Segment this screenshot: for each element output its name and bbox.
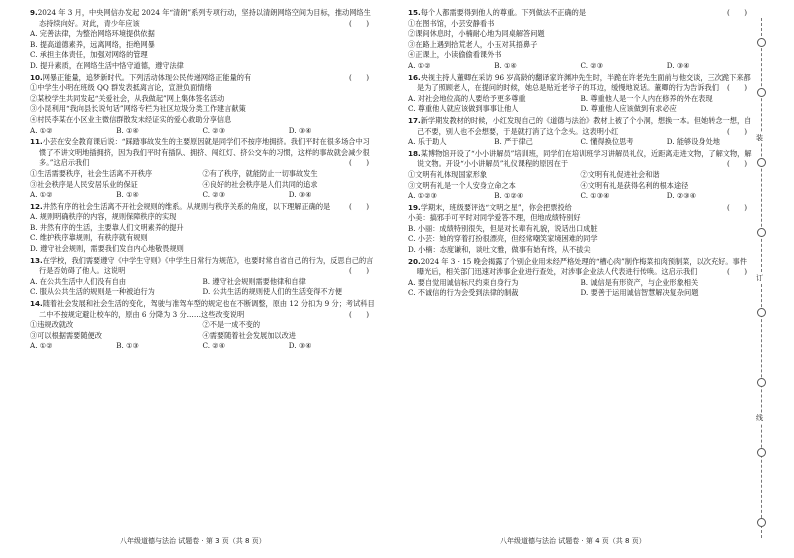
option-item: C. 不诚信的行为会受到法律的制裁 xyxy=(408,288,519,298)
question-stem xyxy=(30,202,375,213)
option-list xyxy=(408,213,753,255)
question-number: 12. xyxy=(30,201,43,211)
answer-parenthesis[interactable]: ( ) xyxy=(349,158,369,168)
option-item: ③文明有礼是一个人安身立命之本 xyxy=(408,180,516,190)
question-14 xyxy=(30,299,375,352)
answer-parenthesis[interactable]: ( ) xyxy=(727,126,747,136)
question-text: 小芸在安全教育课后说：“踩踏事故发生的主要原因就是同学们不按序地拥挤。我们平时在很多场合中习惯了不讲文明地插拥挤，因为我们平时有插队、拥挤、闯红灯、挤公交车的习惯，这样的事故就会减少很多。”这启示我们 xyxy=(39,137,370,168)
question-13 xyxy=(30,256,375,298)
question-12 xyxy=(30,202,375,255)
answer-choice[interactable]: D. ③④ xyxy=(288,190,312,200)
option-item: 小美：搞邪手可平时对同学爱答不理，但地成绩特别好 xyxy=(408,213,581,223)
option-item: ④文明有礼是获得名利的根本途径 xyxy=(580,180,689,190)
answer-choice[interactable]: B. ①③ xyxy=(116,341,139,351)
option-list xyxy=(30,212,375,254)
question-text: 央视主持人董卿在采访 96 岁高龄的翻译家许渊冲先生时，半跪在许老先生面前与他交谈，三次跪下来都是为了照顾老人，在提问的时候，她总是贴近老爷子的耳边，缓慢地说话。董卿的行为告诉我们 xyxy=(417,72,751,93)
answer-choices xyxy=(408,137,753,148)
option-item: ③小昆利用“我向县长说句话”网络专栏为社区垃圾分类工作建言献策 xyxy=(30,104,246,114)
question-number: 14. xyxy=(30,299,43,309)
question-text: 新学期发教材的时候，小红发现自己的《道德与法治》教材上被了个小洞，想换一本。但她转念一想，自己不要，别人也不会想要，于是就打消了这个念头。这表明小红 xyxy=(417,115,752,136)
option-list xyxy=(408,278,753,299)
answer-choice[interactable]: C. ②③ xyxy=(580,60,604,70)
binding-hole-icon xyxy=(757,88,766,97)
option-item: B. 遵守社会规则需要他律和自律 xyxy=(202,276,306,286)
answer-choice[interactable]: A. ①② xyxy=(30,125,53,135)
question-text: 网暴正能量，追梦新时代。下列活动体现公民传递网络正能量的有 xyxy=(42,72,252,82)
binding-label: 订 xyxy=(756,274,763,282)
question-number: 18. xyxy=(408,148,421,158)
option-item: A. 在公共生活中人们没有自由 xyxy=(30,276,127,286)
answer-parenthesis[interactable]: ( ) xyxy=(727,8,747,17)
answer-choice[interactable]: C. 懂得换位思考 xyxy=(580,137,634,147)
answer-parenthesis[interactable]: ( ) xyxy=(349,72,369,82)
option-item: ③在路上遇到拾荒老人，小玉对其捂鼻子 xyxy=(408,39,538,49)
question-number: 13. xyxy=(30,255,43,265)
binding-hole-icon xyxy=(757,38,766,47)
question-10 xyxy=(30,73,375,137)
option-item: C. 尊重他人就应该做到事事让他人 xyxy=(408,104,519,114)
option-item: ①文明有礼体现国家形象 xyxy=(408,169,488,179)
binding-hole-icon xyxy=(757,158,766,167)
option-list xyxy=(408,19,753,61)
question-text: 每个人都需要得到他人的尊重。下列做法不正确的是 xyxy=(420,8,587,17)
answer-parenthesis[interactable]: ( ) xyxy=(727,83,747,93)
question-20 xyxy=(408,257,753,299)
question-text: 2024 年 3 · 15 晚会揭露了个别企业用未经严格处理的“槽心肉”制作梅菜扣肉预制菜，以次充好。事件曝光后，相关部门迅速对涉事企业进行查处，对涉事企业法人代表进行传唤。这启示我们 xyxy=(417,256,747,277)
question-stem xyxy=(408,149,753,170)
answer-choices xyxy=(408,61,753,72)
option-item: C. 小芸：她的穿着打扮很漂亮，但经常嘲笑家境困难的同学 xyxy=(408,234,598,244)
binding-label: 装 xyxy=(756,134,763,142)
answer-choice[interactable]: C. ②③ xyxy=(202,190,226,200)
binding-label: 线 xyxy=(756,414,763,422)
option-item: ①中学生小明在班级 QQ 群发表抵离言论，宣泄负面情绪 xyxy=(30,83,212,93)
question-number: 11. xyxy=(30,137,43,147)
question-stem xyxy=(30,73,375,84)
question-text: 某博物馆开设了“小小讲解员”培训班，同学们在培训班学习讲解员礼仪，近距离走进文物，了解文物，解说文物。开设“小小讲解员”礼仪课程的原因在于 xyxy=(417,148,752,169)
option-item: A. 对社会地位高的人要给予更多尊重 xyxy=(408,93,526,103)
binding-hole-icon xyxy=(757,228,766,237)
option-item: D. 小楠：态度谦和，谈吐文雅，做事有始有终，从不拔尖 xyxy=(408,245,591,255)
page-footer-right: 八年级道德与法治 试题卷 · 第 4 页（共 8 页） xyxy=(500,537,646,545)
question-text: 2024 年 3 月，中央网信办发起 2024 年“清朗”系列专项行动，坚持以清朗网络空间为目标，推动网络生态持续向好。对此，青少年应该 xyxy=(37,8,371,28)
answer-choice[interactable]: A. ①② xyxy=(408,60,431,70)
option-item: ③可以根据需要随便改 xyxy=(30,330,102,340)
answer-choice[interactable]: D. ③④ xyxy=(666,60,690,70)
answer-choices xyxy=(30,126,375,137)
answer-parenthesis[interactable]: ( ) xyxy=(349,18,369,28)
option-item: D. 遵守社会规则，需要我们发自内心地敬畏规则 xyxy=(30,244,184,254)
page-footer-left: 八年级道德与法治 试题卷 · 第 3 页（共 8 页） xyxy=(120,537,266,545)
option-item: B. 诚信是有形资产，与企业形象相关 xyxy=(580,277,699,287)
option-item: D. 要善于运用诚信智慧解决复杂问题 xyxy=(580,288,699,298)
answer-choice[interactable]: D. ③④ xyxy=(288,125,312,135)
option-item: C. 服从公共生活的规则是一种被迫行为 xyxy=(30,287,155,297)
option-item: A. 要自觉用诚信标尺约束自身行为 xyxy=(408,277,519,287)
option-item: ②不是一成不变的 xyxy=(202,320,261,330)
option-item: ②文明有礼促进社会和谐 xyxy=(580,169,660,179)
answer-choice[interactable]: B. ①④ xyxy=(494,60,517,70)
answer-choice[interactable]: D. ②③④ xyxy=(666,191,697,201)
question-number: 19. xyxy=(408,202,421,212)
option-item: D. 尊重他人应该做到有求必应 xyxy=(580,104,677,114)
answer-choice[interactable]: B. ①④ xyxy=(116,190,139,200)
question-number: 17. xyxy=(408,115,421,125)
question-stem xyxy=(408,73,753,94)
option-item: C. 承担主体责任，加强对网络的管理 xyxy=(30,50,148,60)
answer-parenthesis[interactable]: ( ) xyxy=(727,159,747,169)
option-item: ③社会秩序是人民安居乐业的保证 xyxy=(30,179,138,189)
option-item: ④正课上，小读偷偷看课外书 xyxy=(408,50,502,60)
answer-choices xyxy=(30,190,375,201)
option-item: ①生活需要秩序，社会生活离不开秩序 xyxy=(30,168,153,178)
option-list xyxy=(30,83,375,125)
binding-line xyxy=(754,18,770,538)
question-18 xyxy=(408,149,753,202)
question-stem xyxy=(408,203,753,214)
option-item: A. 规则明确秩序的内容，规则保障秩序的实现 xyxy=(30,212,177,222)
answer-choice[interactable]: D. ③④ xyxy=(288,341,312,351)
question-number: 10. xyxy=(30,72,43,82)
option-list xyxy=(30,169,375,190)
answer-choice[interactable]: B. ①②④ xyxy=(494,191,524,201)
answer-choice[interactable]: A. 乐于助人 xyxy=(408,137,447,147)
question-stem xyxy=(408,257,753,278)
question-text: 井然有序的社会生活离不开社会规则的维系。从规则与秩序关系的角度，以下理解正确的是 xyxy=(42,201,331,211)
option-item: B. 提高道德素养，远离网络，拒绝网暴 xyxy=(30,39,155,49)
option-item: B. 井然有序的生活，主要靠人们文明素养的提升 xyxy=(30,222,184,232)
option-list xyxy=(408,170,753,191)
option-item: ④良好的社会秩序是人们共同的追求 xyxy=(202,179,318,189)
left-column xyxy=(30,8,375,353)
question-15 xyxy=(408,8,753,72)
option-item: D. 提升素质，在网络生活中恪守道德，遵守法律 xyxy=(30,60,184,70)
binding-hole-icon xyxy=(757,378,766,387)
question-9 xyxy=(30,8,375,72)
option-item: B. 尊重他人是一个人内在修养的外在表现 xyxy=(580,93,713,103)
binding-hole-icon xyxy=(757,448,766,457)
question-stem xyxy=(408,8,753,19)
answer-choices xyxy=(30,341,375,352)
option-item: C. 维护秩序靠规则，有秩序就有规则 xyxy=(30,233,148,243)
question-text: 学期末，班级要评选“文明之星”，你会把票投给 xyxy=(420,202,572,212)
option-list xyxy=(408,94,753,115)
option-item: ①在图书馆，小芸安静看书 xyxy=(408,18,495,28)
question-text: 随着社会发展和社会生活的变化，驾驶与准驾车型的规定也在不断调整，原由 12 分扣为 9 分；考试科目二中不按规定避让校车的，原由 6 分降为 3 分……这些改变说明 xyxy=(39,299,375,319)
answer-choice[interactable]: C. ②③ xyxy=(202,125,226,135)
option-list xyxy=(30,277,375,298)
binding-hole-icon xyxy=(757,518,766,527)
answer-parenthesis[interactable]: ( ) xyxy=(349,201,369,211)
answer-choice[interactable]: C. ②④ xyxy=(202,341,226,351)
answer-choice[interactable]: A. ①② xyxy=(30,190,53,200)
answer-parenthesis[interactable]: ( ) xyxy=(727,202,747,212)
option-item: ④需要随着社会发展加以改进 xyxy=(202,330,296,340)
right-column xyxy=(408,8,753,300)
answer-choice[interactable]: B. 严于律己 xyxy=(494,137,533,147)
question-number: 15. xyxy=(408,8,421,17)
option-item: ①违规改就改 xyxy=(30,320,74,330)
option-list xyxy=(30,320,375,341)
question-stem xyxy=(30,137,375,169)
question-number: 16. xyxy=(408,72,421,82)
option-item: B. 小丽：成绩特别很失，但是对长辈有礼貌，说话出口成脏 xyxy=(408,223,598,233)
question-stem xyxy=(30,299,375,320)
question-16 xyxy=(408,73,753,115)
answer-choice[interactable]: A. ①②③ xyxy=(408,191,438,201)
question-11 xyxy=(30,137,375,201)
answer-choices xyxy=(408,191,753,202)
option-item: ②有了秩序，就能防止一切事故发生 xyxy=(202,168,318,178)
question-number: 20. xyxy=(408,256,421,266)
option-item: A. 完善法律，为整治网络环境提供依据 xyxy=(30,29,155,39)
binding-hole-icon xyxy=(757,308,766,317)
answer-choice[interactable]: D. 能够设身处地 xyxy=(666,137,720,147)
answer-choice[interactable]: B. ①④ xyxy=(116,125,139,135)
option-item: D. 公共生活的规则使人们的生活变得不方便 xyxy=(202,287,342,297)
option-item: ②某校学生共同发起“关爱社会，从我做起”网上集体签名活动 xyxy=(30,93,225,103)
question-stem xyxy=(30,256,375,277)
question-17 xyxy=(408,116,753,148)
answer-choice[interactable]: A. ①② xyxy=(30,341,53,351)
option-item: ②课间休息时，小楠耐心地为同桌解答问题 xyxy=(408,29,545,39)
question-stem xyxy=(30,8,375,29)
answer-choice[interactable]: C. ①③④ xyxy=(580,191,610,201)
question-number: 9. xyxy=(30,8,38,17)
question-19 xyxy=(408,203,753,256)
option-item: ④村民李某在小区业主微信群散发未经证实的爱心救助分享信息 xyxy=(30,114,232,124)
answer-parenthesis[interactable]: ( ) xyxy=(349,266,369,276)
option-list xyxy=(30,29,375,71)
answer-parenthesis[interactable]: ( ) xyxy=(727,267,747,277)
question-stem xyxy=(408,116,753,137)
answer-parenthesis[interactable]: ( ) xyxy=(349,309,369,319)
question-text: 在学校，我们需要遵守《中学生守则》《中学生日常行为规范》，也要时常自省自己的行为，反思自己的言行是否妨碍了他人。这说明 xyxy=(39,255,374,276)
